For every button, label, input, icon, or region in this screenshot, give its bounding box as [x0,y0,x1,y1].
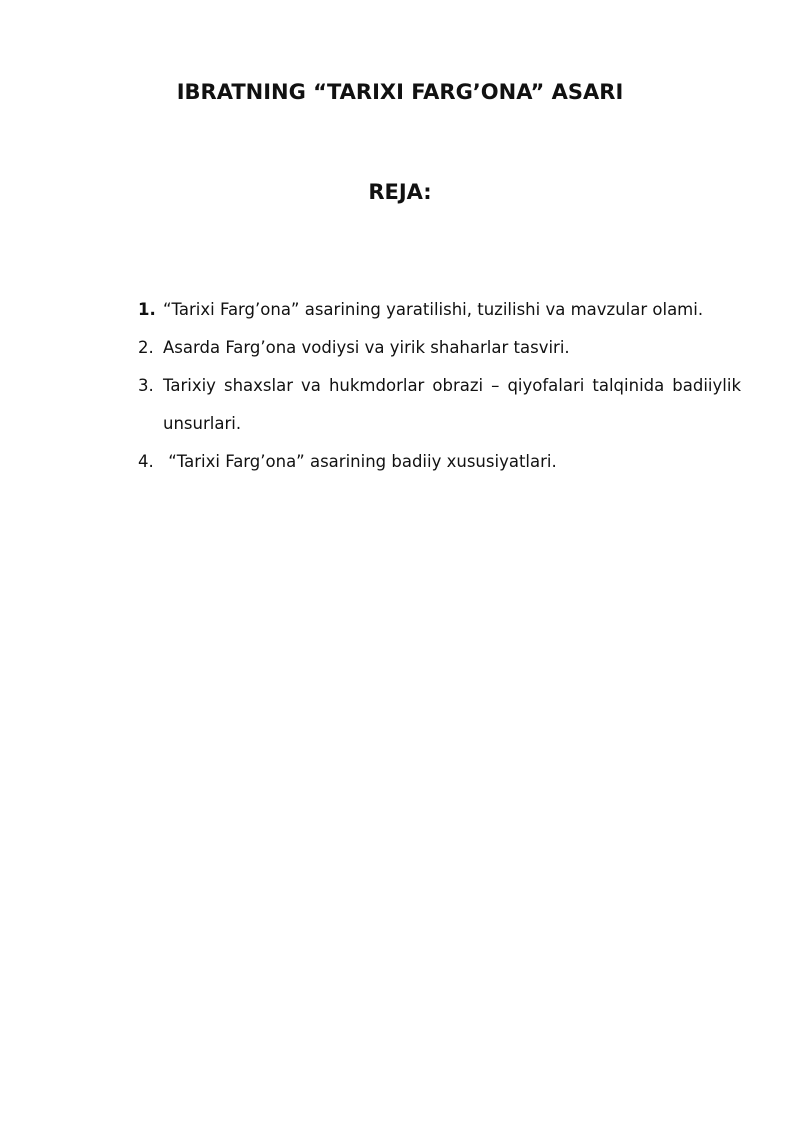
list-item-number: 1. [138,300,156,319]
list-item-text: “Tarixi Farg’ona” asarining badiiy xususiyatlari. [163,452,557,471]
plan-heading: REJA: [368,180,432,204]
list-item [138,367,741,443]
list-item-number: 2. [138,338,154,357]
plan-list [138,291,741,481]
document-title: IBRATNING “TARIXI FARG’ONA” ASARI [176,80,624,104]
list-item [138,291,741,329]
list-item-number: 4. [138,452,154,471]
list-item [138,329,741,367]
list-item-text: “Tarixi Farg’ona” asarining yaratilishi, tuzilishi va mavzular olami. [163,300,704,319]
list-item [138,443,741,481]
list-item-text: Tarixiy shaxslar va hukmdorlar obrazi – qiyofalari talqinida badiiylik unsurlari. [163,376,741,433]
list-item-number: 3. [138,376,154,395]
list-item-text: Asarda Farg’ona vodiysi va yirik shaharlar tasviri. [163,338,570,357]
